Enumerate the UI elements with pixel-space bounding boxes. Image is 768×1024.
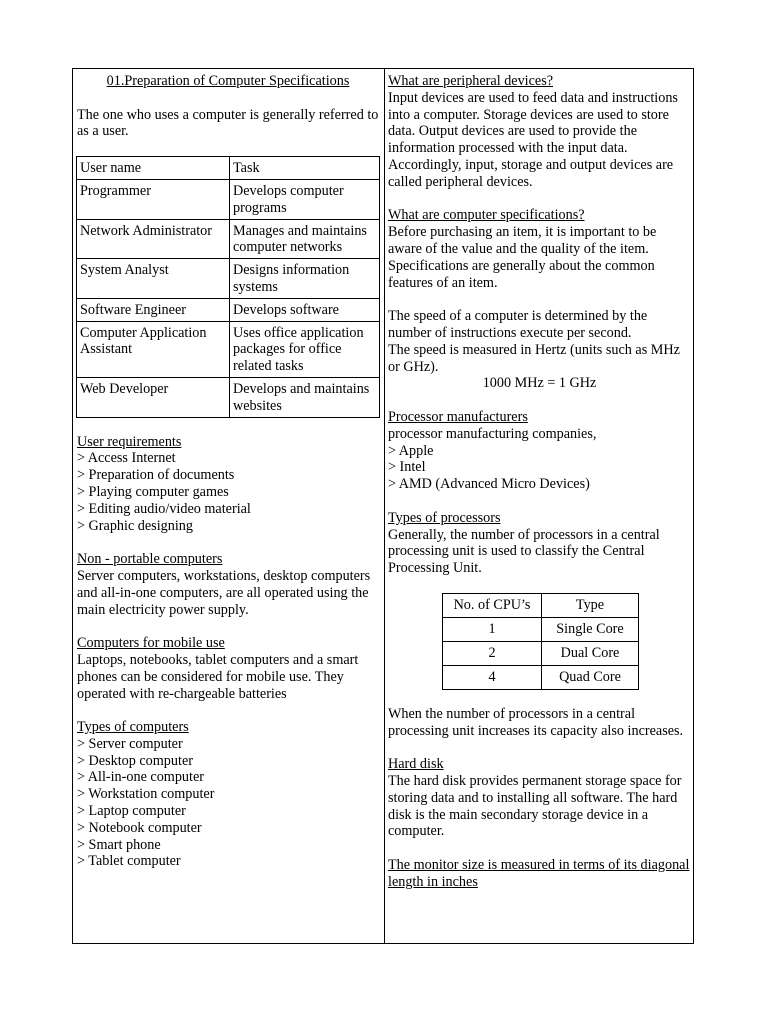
table-cell: Computer Application Assistant <box>77 321 230 377</box>
list-item: > Server computer <box>77 735 183 752</box>
capacity-text: When the number of processors in a central processing unit increases its capacity also increases. <box>388 705 684 739</box>
table-cell: Develops computer programs <box>230 179 380 219</box>
speed-formula: 1000 MHz = 1 GHz <box>482 375 597 392</box>
left-column <box>77 73 379 870</box>
table-cell: Single Core <box>542 617 639 641</box>
document-title: 01.Preparation of Computer Specifications <box>106 73 350 89</box>
header-type: Type <box>542 593 639 617</box>
speed-unit-text: The speed is measured in Hertz (units such as MHz or GHz). <box>388 341 680 375</box>
table-cell: Network Administrator <box>77 219 230 259</box>
header-user-name: User name <box>77 157 230 180</box>
table-cell: Uses office application packages for office related tasks <box>230 321 380 377</box>
non-portable-heading: Non - portable computers <box>77 551 223 568</box>
list-item: > Graphic designing <box>77 517 193 534</box>
peripheral-body: Input devices are used to feed data and instructions into a computer. Storage devices are used to store data. Output devices are used to provide the information processed with the input data. Accordingly, input, storage and output devices are called peripheral devices. <box>388 89 678 190</box>
table-row <box>443 617 639 641</box>
table-cell: 4 <box>443 665 542 689</box>
mobile-body: Laptops, notebooks, tablet computers and a smart phones can be considered for mobile use. They operated with re-chargeable batteries <box>77 651 359 702</box>
manufacturers-intro: processor manufacturing companies, <box>388 425 597 442</box>
table-cell: Develops and maintains websites <box>230 377 380 417</box>
list-item: > Access Internet <box>77 450 176 467</box>
hard-disk-heading: Hard disk <box>388 756 444 773</box>
speed-text: The speed of a computer is determined by the number of instructions execute per second. <box>388 308 648 341</box>
processors-heading: Types of processors <box>388 509 501 526</box>
mobile-heading: Computers for mobile use <box>77 635 225 652</box>
column-divider <box>384 69 385 943</box>
list-item: > Desktop computer <box>77 752 193 769</box>
table-cell: Web Developer <box>77 377 230 417</box>
header-task: Task <box>230 157 380 180</box>
list-item: > Preparation of documents <box>77 467 235 484</box>
table-cell: 2 <box>443 641 542 665</box>
cpu-table <box>442 593 639 690</box>
table-row <box>77 219 380 259</box>
user-table <box>76 156 380 417</box>
table-row <box>443 641 639 665</box>
list-item: > Playing computer games <box>77 483 229 500</box>
table-row <box>77 298 380 321</box>
list-item: > Intel <box>388 459 426 476</box>
table-cell: Quad Core <box>542 665 639 689</box>
list-item: > AMD (Advanced Micro Devices) <box>388 476 590 493</box>
types-heading: Types of computers <box>77 719 189 736</box>
requirements-heading: User requirements <box>77 433 182 450</box>
list-item: > Apple <box>388 442 434 459</box>
table-row <box>77 179 380 219</box>
table-cell: Manages and maintains computer networks <box>230 219 380 259</box>
specs-heading: What are computer specifications? <box>388 207 585 224</box>
table-cell: 1 <box>443 617 542 641</box>
list-item: > Laptop computer <box>77 803 186 820</box>
intro-text: The one who uses a computer is generally referred to as a user. <box>77 106 379 140</box>
table-cell: Programmer <box>77 179 230 219</box>
page-frame <box>72 68 694 944</box>
processors-body: Generally, the number of processors in a central processing unit is used to classify the Central Processing Unit. <box>388 526 660 577</box>
table-row <box>77 259 380 299</box>
table-cell: Dual Core <box>542 641 639 665</box>
list-item: > Smart phone <box>77 836 161 853</box>
table-cell: Develops software <box>230 298 380 321</box>
list-item: > Workstation computer <box>77 786 215 803</box>
list-item: > Editing audio/video material <box>77 500 251 517</box>
table-row <box>77 377 380 417</box>
manufacturers-heading: Processor manufacturers <box>388 408 528 425</box>
table-cell: System Analyst <box>77 259 230 299</box>
table-row <box>77 321 380 377</box>
peripheral-heading: What are peripheral devices? <box>388 73 554 89</box>
table-header-row <box>443 593 639 617</box>
list-item: > All-in-one computer <box>77 769 204 786</box>
non-portable-body: Server computers, workstations, desktop computers and all-in-one computers, are all operated using the main electricity power supply. <box>77 567 371 618</box>
list-item: > Notebook computer <box>77 819 202 836</box>
specs-body: Before purchasing an item, it is important to be aware of the value and the quality of the item. Specifications are generally about the common features of an item. <box>388 224 657 291</box>
hard-disk-body: The hard disk provides permanent storage space for storing data and to installing all software. The hard disk is the main secondary storage device in a computer. <box>388 773 682 840</box>
table-header-row <box>77 157 380 180</box>
table-row <box>443 665 639 689</box>
table-cell: Software Engineer <box>77 298 230 321</box>
table-cell: Designs information systems <box>230 259 380 299</box>
monitor-text: The monitor size is measured in terms of its diagonal length in inches <box>388 857 690 890</box>
right-column <box>388 73 691 891</box>
list-item: > Tablet computer <box>77 853 181 870</box>
header-cpu-count: No. of CPU’s <box>443 593 542 617</box>
